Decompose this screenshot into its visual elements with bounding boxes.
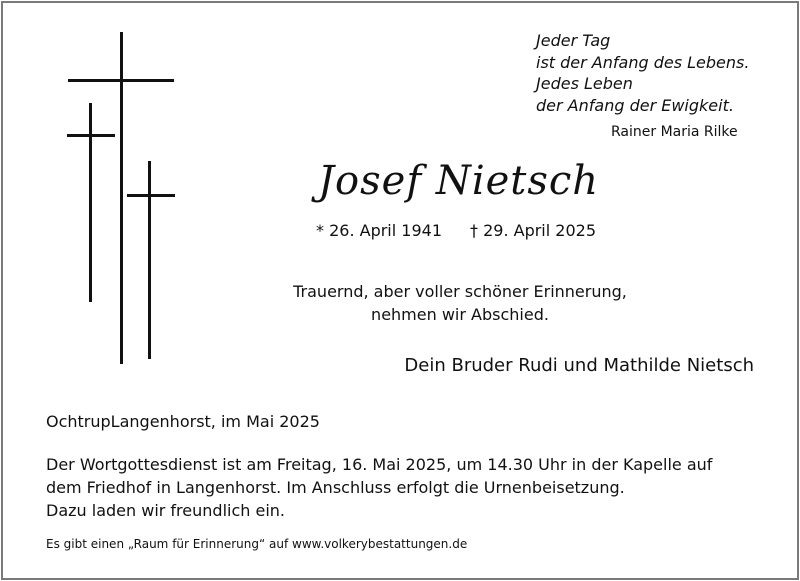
poem-line: Jedes Leben — [536, 74, 633, 93]
family-signature: Dein Bruder Rudi und Mathilde Nietsch — [404, 355, 754, 376]
deceased-name: Josef Nietsch — [318, 158, 600, 204]
poem-author: Rainer Maria Rilke — [611, 124, 738, 140]
life-dates — [316, 221, 596, 240]
poem-line: ist der Anfang des Lebens. — [536, 52, 750, 72]
memorial-footer: Es gibt einen „Raum für Erinnerung“ auf www.volkerybestattungen.de — [46, 537, 468, 551]
place-and-date: OchtrupLangenhorst, im Mai 2025 — [46, 412, 320, 431]
poem-line: der Anfang der Ewigkeit. — [536, 95, 734, 115]
death-date: † 29. April 2025 — [470, 221, 596, 240]
service-line: dem Friedhof in Langenhorst. Im Anschluss erfolgt die Urnenbeisetzung. — [46, 478, 625, 497]
poem-line: Jeder Tag — [536, 31, 611, 50]
mourning-text — [260, 280, 660, 326]
service-line: Dazu laden wir freundlich ein. — [46, 501, 285, 520]
mourning-line: nehmen wir Abschied. — [371, 305, 549, 324]
poem-quote — [536, 30, 749, 116]
service-line: Der Wortgottesdienst ist am Freitag, 16. Mai 2025, um 14.30 Uhr in der Kapelle auf — [46, 455, 713, 474]
birth-date: * 26. April 1941 — [316, 221, 442, 240]
service-info — [46, 453, 712, 522]
mourning-line: Trauernd, aber voller schöner Erinnerung, — [293, 282, 627, 301]
